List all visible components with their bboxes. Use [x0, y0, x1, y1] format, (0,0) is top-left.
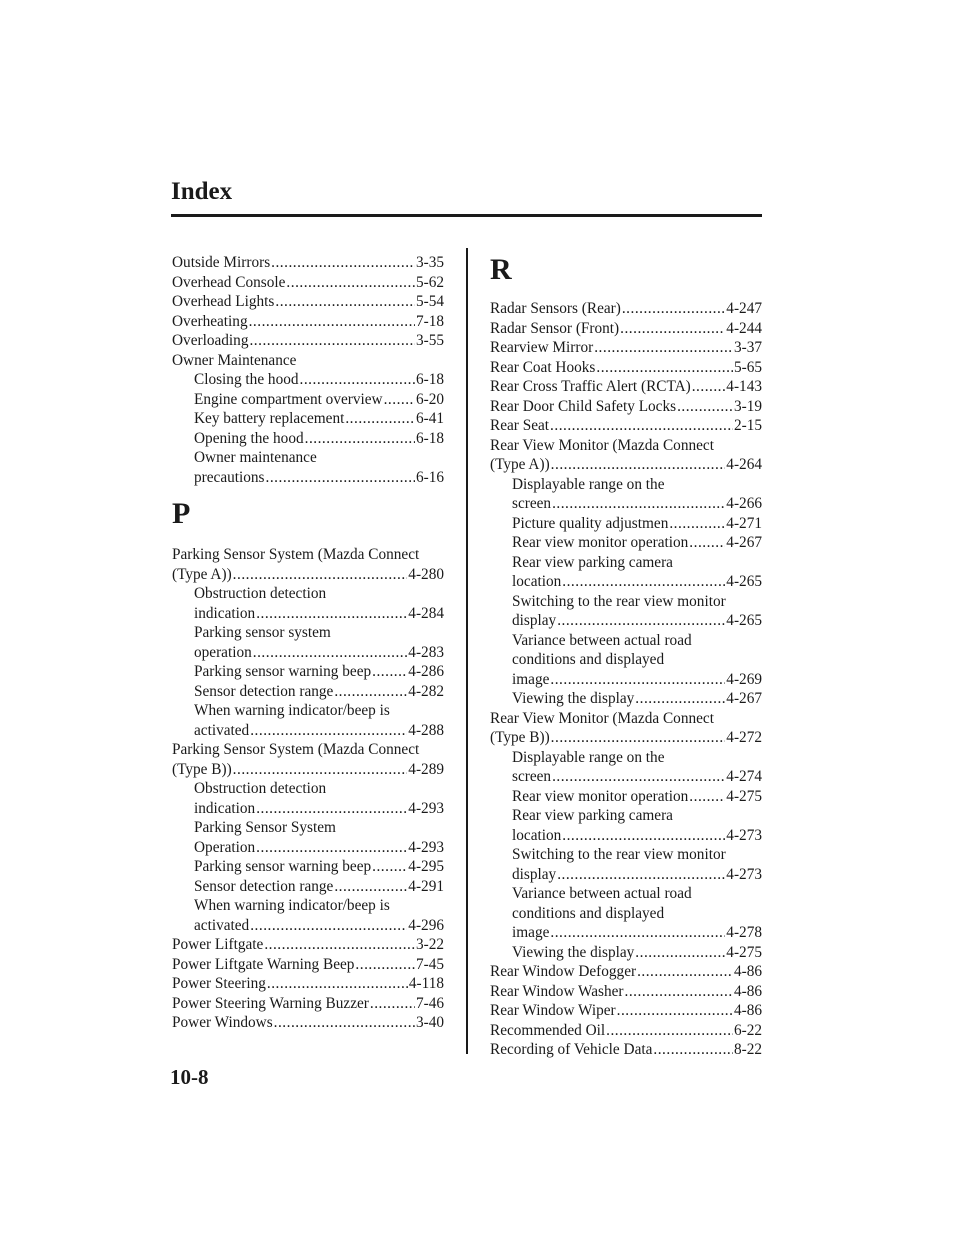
index-subentry [490, 865, 762, 885]
dot-leader [370, 994, 415, 1014]
dot-leader [562, 826, 725, 846]
index-entry [490, 397, 762, 417]
dot-leader [256, 799, 407, 819]
index-subentry [172, 799, 444, 819]
index-subentry [172, 877, 444, 897]
entry-label: Engine compartment overview [194, 390, 383, 408]
entry-label: (Type B)) [490, 729, 550, 746]
index-subentry-continuation: Obstruction detection [194, 780, 327, 797]
page-reference: 4-284 [408, 604, 444, 622]
index-entry [490, 377, 762, 397]
dot-leader [233, 565, 408, 585]
index-subentry [490, 689, 762, 709]
page-reference: 4-288 [408, 721, 444, 739]
page-reference: 4-296 [408, 916, 444, 934]
dot-leader [606, 1021, 733, 1041]
entry-label: indication [194, 799, 256, 817]
page-reference: 4-143 [726, 378, 762, 395]
page-reference: 3-55 [415, 332, 444, 349]
index-entry [172, 955, 444, 975]
dot-leader [635, 943, 725, 963]
dot-leader [594, 338, 733, 358]
dot-leader [552, 767, 725, 787]
dot-leader [620, 319, 725, 339]
entry-label: operation [194, 643, 252, 661]
index-column-left [172, 253, 444, 1033]
page-reference: 4-118 [408, 975, 444, 992]
page-reference: 7-45 [415, 955, 444, 973]
index-entry [172, 760, 444, 780]
index-entry-heading: Rear View Monitor (Mazda Connect [490, 709, 714, 727]
index-subentry-continuation: When warning indicator/beep is [194, 702, 390, 719]
dot-leader [384, 390, 415, 410]
entry-label: Viewing the display [512, 943, 635, 961]
entry-label: Parking sensor warning beep [194, 663, 372, 680]
index-entry [172, 994, 444, 1014]
entry-label: indication [194, 604, 256, 622]
dot-leader [372, 662, 407, 682]
index-subentry-continuation: Rear view parking camera [512, 553, 673, 571]
dot-leader [355, 955, 415, 975]
entry-label: (Type A)) [490, 456, 550, 473]
index-subentry [490, 787, 762, 807]
dot-leader [653, 1040, 733, 1060]
entry-label: Rear Seat [490, 417, 550, 434]
page-reference: 3-35 [415, 254, 444, 271]
page-reference: 5-54 [415, 293, 444, 310]
dot-leader [625, 982, 733, 1002]
page-reference: 8-22 [733, 1041, 762, 1058]
entry-label: Radar Sensor (Front) [490, 319, 620, 337]
index-subentry [172, 390, 444, 410]
dot-leader [550, 670, 725, 690]
page-reference: 4-86 [733, 982, 762, 1000]
index-entry [172, 1013, 444, 1033]
index-entry [172, 331, 444, 351]
index-entry [172, 565, 444, 585]
entry-label: (Type B)) [172, 760, 232, 778]
page-reference: 6-18 [415, 371, 444, 388]
entry-label: precautions [194, 468, 265, 486]
dot-leader [250, 916, 407, 936]
dot-leader [550, 416, 733, 436]
index-subentry [172, 721, 444, 741]
page-reference: 7-46 [415, 994, 444, 1012]
page-reference: 4-273 [726, 865, 762, 883]
page-reference: 4-291 [408, 877, 444, 895]
index-subentry [172, 857, 444, 877]
page-reference: 6-41 [415, 410, 444, 427]
dot-leader [334, 877, 407, 897]
index-subentry [172, 604, 444, 624]
index-entry-heading: Parking Sensor System (Mazda Connect [172, 741, 420, 758]
dot-leader [249, 312, 415, 332]
page-title: Index [171, 178, 233, 205]
index-subentry [172, 370, 444, 390]
dot-leader [692, 377, 726, 397]
dot-leader [266, 468, 415, 488]
index-subentry-continuation: Displayable range on the [512, 475, 665, 493]
dot-leader [622, 299, 725, 319]
page-reference: 6-22 [733, 1021, 762, 1039]
index-subentry-continuation: When warning indicator/beep is [194, 897, 390, 914]
index-entry [490, 319, 762, 339]
index-subentry [172, 838, 444, 858]
page-reference: 4-275 [726, 943, 762, 961]
section-letter: P [172, 497, 191, 530]
index-entry [490, 1040, 762, 1060]
entry-label: Rear Cross Traffic Alert (RCTA) [490, 378, 691, 395]
index-subentry-continuation: Parking sensor system [194, 624, 331, 641]
page-reference: 5-62 [415, 273, 444, 291]
dot-leader [689, 787, 725, 807]
index-subentry-continuation: Displayable range on the [512, 748, 665, 766]
entry-label: Overheating [172, 312, 248, 330]
dot-leader [551, 728, 726, 748]
page-reference: 4-86 [733, 1002, 762, 1019]
page-reference: 6-16 [415, 468, 444, 486]
entry-label: Outside Mirrors [172, 254, 271, 271]
entry-label: Parking sensor warning beep [194, 858, 372, 875]
page-reference: 4-264 [726, 456, 762, 473]
dot-leader [267, 974, 408, 994]
index-entry [490, 455, 762, 475]
page-reference: 4-273 [726, 826, 762, 844]
index-subentry-continuation: Owner maintenance [194, 449, 317, 466]
index-subentry [490, 943, 762, 963]
dot-leader [557, 611, 725, 631]
page-reference: 4-247 [726, 300, 762, 317]
index-entry [490, 962, 762, 982]
entry-label: Overhead Lights [172, 293, 275, 310]
dot-leader [305, 429, 415, 449]
entry-label: Sensor detection range [194, 877, 334, 895]
entry-label: screen [512, 768, 552, 785]
page-reference: 4-275 [726, 787, 762, 805]
index-subentry [490, 767, 762, 787]
index-entry-heading: Owner Maintenance [172, 351, 297, 369]
index-subentry [172, 409, 444, 429]
page-reference: 4-86 [733, 963, 762, 980]
index-subentry [490, 611, 762, 631]
page-reference: 4-283 [408, 643, 444, 661]
page-reference: 3-37 [733, 339, 762, 356]
entry-label: activated [194, 916, 250, 934]
entry-label: Rear Window Washer [490, 982, 624, 1000]
index-subentry-continuation: conditions and displayed [512, 651, 665, 668]
index-entry [490, 1001, 762, 1021]
dot-leader [271, 253, 415, 273]
index-subentry [490, 494, 762, 514]
dot-leader [557, 865, 725, 885]
index-subentry [490, 670, 762, 690]
entry-label: display [512, 612, 557, 629]
page-reference: 4-269 [726, 670, 762, 688]
index-subentry [172, 682, 444, 702]
dot-leader [300, 370, 415, 390]
dot-leader [596, 358, 733, 378]
index-entry-heading: Parking Sensor System (Mazda Connect [172, 546, 420, 563]
entry-label: Power Steering Warning Buzzer [172, 994, 369, 1012]
page-reference: 4-278 [726, 924, 762, 941]
page-reference: 4-271 [726, 514, 762, 532]
entry-label: Power Liftgate [172, 936, 264, 953]
dot-leader [233, 760, 408, 780]
page-reference: 5-65 [733, 358, 762, 376]
page-reference: 4-265 [726, 612, 762, 629]
dot-leader [264, 935, 415, 955]
page-reference: 4-244 [726, 319, 762, 337]
index-entry [490, 299, 762, 319]
index-subentry-continuation: Obstruction detection [194, 585, 327, 602]
entry-label: image [512, 924, 550, 941]
index-subentry [490, 514, 762, 534]
index-entry [490, 358, 762, 378]
page-reference: 7-18 [415, 312, 444, 330]
dot-leader [551, 455, 726, 475]
entry-label: Overloading [172, 332, 249, 349]
entry-label: display [512, 865, 557, 883]
entry-label: activated [194, 721, 250, 739]
index-subentry [172, 468, 444, 488]
dot-leader [286, 273, 415, 293]
dot-leader [677, 397, 733, 417]
entry-label: Radar Sensors (Rear) [490, 300, 621, 317]
page-reference: 3-40 [415, 1014, 444, 1031]
page-reference: 6-18 [415, 429, 444, 447]
section-letter: R [490, 253, 512, 286]
index-entry-heading: Rear View Monitor (Mazda Connect [490, 436, 714, 454]
page-reference: 4-267 [726, 534, 762, 551]
dot-leader [689, 533, 725, 553]
dot-leader [253, 643, 408, 663]
index-subentry-continuation: Rear view parking camera [512, 807, 673, 824]
index-subentry-continuation: Variance between actual road [512, 631, 692, 649]
entry-label: location [512, 573, 562, 590]
dot-leader [275, 292, 415, 312]
entry-label: Operation [194, 838, 256, 856]
dot-leader [550, 923, 725, 943]
dot-leader [256, 838, 407, 858]
page-reference: 4-295 [408, 858, 444, 875]
entry-label: Viewing the display [512, 690, 635, 707]
page-reference: 3-19 [733, 397, 762, 415]
index-entry [172, 935, 444, 955]
entry-label: Rear Door Child Safety Locks [490, 397, 677, 415]
dot-leader [637, 962, 733, 982]
entry-label: Power Windows [172, 1014, 273, 1031]
entry-label: (Type A)) [172, 565, 232, 583]
page-reference: 4-282 [408, 682, 444, 700]
index-entry [172, 292, 444, 312]
page-reference: 6-20 [415, 390, 444, 408]
index-subentry [490, 923, 762, 943]
index-subentry [172, 662, 444, 682]
index-entry [172, 273, 444, 293]
index-subentry-continuation: Parking Sensor System [194, 819, 336, 836]
page-reference: 3-22 [415, 936, 444, 953]
index-entry [172, 253, 444, 273]
dot-leader [635, 689, 725, 709]
index-subentry [490, 572, 762, 592]
entry-label: Rear view monitor operation [512, 534, 689, 551]
entry-label: Rear Coat Hooks [490, 358, 596, 376]
dot-leader [552, 494, 725, 514]
index-subentry-continuation: Variance between actual road [512, 885, 692, 902]
page-reference: 4-286 [408, 663, 444, 680]
entry-label: screen [512, 495, 552, 512]
page-reference: 4-265 [726, 573, 762, 590]
dot-leader [372, 857, 407, 877]
entry-label: Picture quality adjustmen [512, 514, 669, 532]
index-subentry [172, 429, 444, 449]
dot-leader [669, 514, 725, 534]
page-reference: 4-280 [408, 565, 444, 583]
entry-label: Power Steering [172, 975, 266, 992]
dot-leader [256, 604, 407, 624]
index-column-right [490, 255, 762, 1060]
entry-label: Rear view monitor operation [512, 787, 689, 805]
page-reference: 4-267 [726, 690, 762, 707]
entry-label: Recommended Oil [490, 1021, 606, 1039]
entry-label: Sensor detection range [194, 682, 334, 700]
page-reference: 4-293 [408, 838, 444, 856]
entry-label: location [512, 826, 562, 844]
entry-label: Rear Window Wiper [490, 1002, 616, 1019]
index-subentry [490, 826, 762, 846]
entry-label: Rear Window Defogger [490, 963, 637, 980]
dot-leader [345, 409, 415, 429]
dot-leader [250, 721, 407, 741]
dot-leader [249, 331, 414, 351]
title-rule [171, 214, 762, 217]
index-subentry-continuation: conditions and displayed [512, 904, 665, 922]
index-entry [490, 416, 762, 436]
entry-label: Opening the hood [194, 429, 304, 447]
index-subentry [172, 643, 444, 663]
entry-label: Recording of Vehicle Data [490, 1041, 653, 1058]
page-reference: 4-272 [726, 729, 762, 746]
page-reference: 4-289 [408, 760, 444, 778]
index-entry [490, 338, 762, 358]
column-divider [466, 248, 468, 1054]
page-reference: 2-15 [733, 417, 762, 434]
entry-label: Rearview Mirror [490, 339, 594, 356]
index-entry [490, 982, 762, 1002]
index-subentry-continuation: Switching to the rear view monitor [512, 592, 726, 610]
entry-label: Power Liftgate Warning Beep [172, 955, 355, 973]
dot-leader [617, 1001, 733, 1021]
index-entry [172, 312, 444, 332]
index-entry [490, 1021, 762, 1041]
page-number: 10-8 [170, 1065, 209, 1089]
index-subentry [490, 533, 762, 553]
index-entry [490, 728, 762, 748]
entry-label: Key battery replacement [194, 410, 345, 427]
entry-label: image [512, 670, 550, 688]
page-reference: 4-266 [726, 495, 762, 512]
entry-label: Overhead Console [172, 273, 286, 291]
page-reference: 4-274 [726, 768, 762, 785]
page-reference: 4-293 [408, 799, 444, 817]
index-subentry [172, 916, 444, 936]
entry-label: Closing the hood [194, 371, 299, 388]
index-subentry-continuation: Switching to the rear view monitor [512, 846, 726, 863]
index-entry [172, 974, 444, 994]
dot-leader [334, 682, 407, 702]
dot-leader [562, 572, 725, 592]
dot-leader [274, 1013, 415, 1033]
